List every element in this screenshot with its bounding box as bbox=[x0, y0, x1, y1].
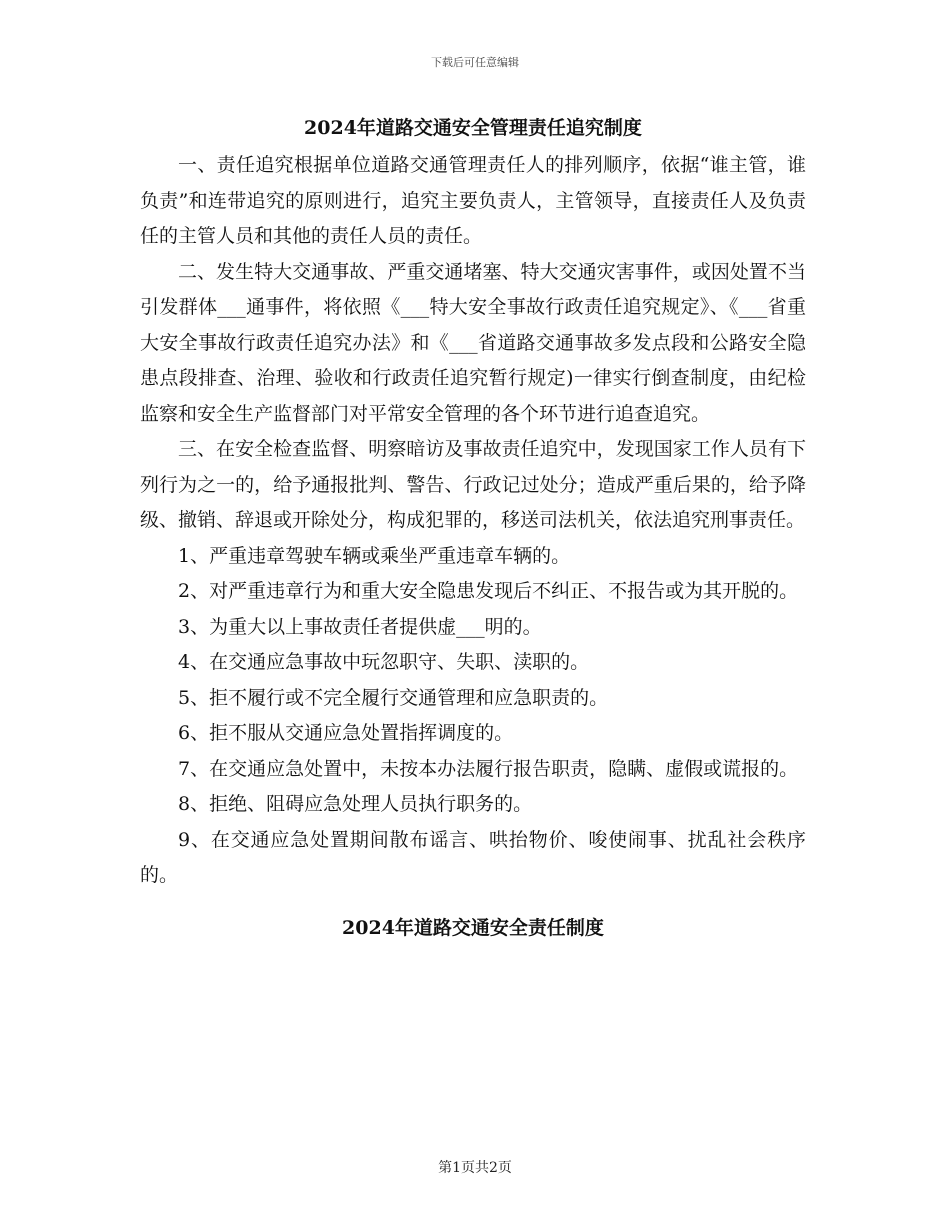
list-item-3: 3、为重大以上事故责任者提供虚___明的。 bbox=[178, 615, 542, 638]
paragraph-3: 三、在安全检查监督、明察暗访及事故责任追究中，发现国家工作人员有下列行为之一的，给予通报批判、警告、行政记过处分；造成严重后果的，给予降级、撤销、辞退或开除处分，构成犯罪的，移送司法机关，依法追究刑事责任。 bbox=[140, 438, 806, 531]
list-item-6: 6、拒不服从交通应急处置指挥调度的。 bbox=[178, 722, 514, 744]
list-item-9: 9、在交通应急处置期间散布谣言、哄抬物价、唆使闹事、扰乱社会秩序的。 bbox=[140, 828, 806, 886]
list-item-8: 8、拒绝、阻碍应急处理人员执行职务的。 bbox=[178, 793, 533, 815]
paragraph-1: 一、责任追究根据单位道路交通管理责任人的排列顺序，依据“谁主管，谁负责”和连带追究的原则进行，追究主要负责人，主管领导，直接责任人及负责任的主管人员和其他的责任人员的责任。 bbox=[140, 154, 806, 247]
document-body bbox=[140, 114, 806, 942]
page-footer: 第1页共2页 bbox=[438, 1160, 512, 1176]
list-item-4: 4、在交通应急事故中玩忽职守、失职、渎职的。 bbox=[178, 651, 590, 673]
list-item-7: 7、在交通应急处置中，未按本办法履行报告职责，隐瞒、虚假或谎报的。 bbox=[178, 757, 799, 780]
list-item-1: 1、严重违章驾驶车辆或乘坐严重违章车辆的。 bbox=[178, 544, 571, 567]
list-item-2: 2、对严重违章行为和重大安全隐患发现后不纠正、不报告或为其开脱的。 bbox=[178, 580, 799, 602]
document-title: 2024年道路交通安全管理责任追究制度 bbox=[304, 117, 642, 139]
second-section-title: 2024年道路交通安全责任制度 bbox=[342, 916, 604, 939]
page-header: 下载后可任意编辑 bbox=[431, 56, 519, 69]
paragraph-2: 二、发生特大交通事故、严重交通堵塞、特大交通灾害事件，或因处置不当引发群体___通事件，将依照《___特大安全事故行政责任追究规定》、《___省重大安全事故行政责任追究办法》和《___省道路交通事故多发点段和公路安全隐患点段排查、治理、验收和行政责任追究暂行规定)一律实行倒查制度，由纪检监察和安全生产监督部门对平常安全管理的各个环节进行追查追究。 bbox=[140, 260, 806, 425]
list-item-5: 5、拒不履行或不完全履行交通管理和应急职责的。 bbox=[178, 686, 609, 709]
